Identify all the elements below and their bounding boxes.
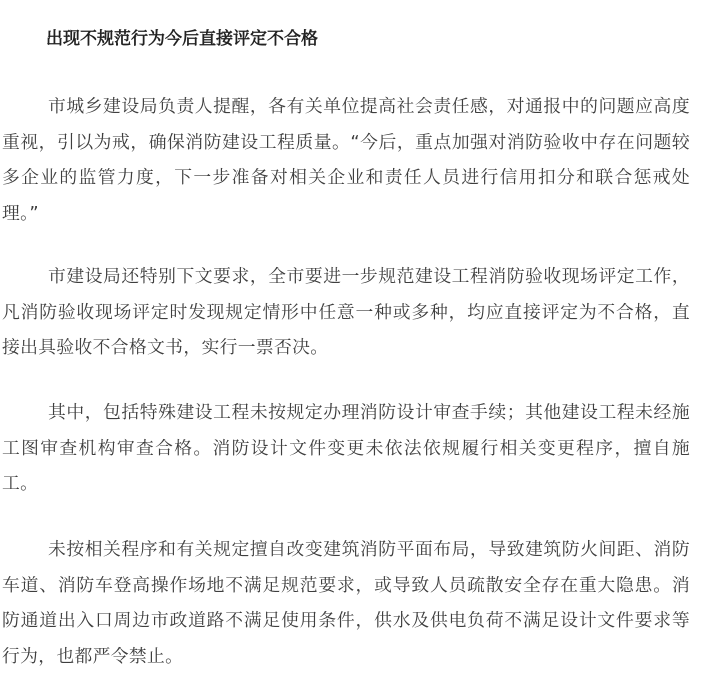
paragraph-prohibited-behaviors: 未按相关程序和有关规定擅自改变建筑消防平面布局，导致建筑防火间距、消防车道、消防车登高操作场地不满足规范要求，或导致人员疏散安全存在重大隐患。消防通道出入口周边市政道路不满足使用条件，供水及供电负荷不满足设计文件要求等行为，也都严令禁止。 <box>2 539 690 667</box>
paragraph-review-procedures: 其中，包括特殊建设工程未按规定办理消防设计审查手续；其他建设工程未经施工图审查机构审查合格。消防设计文件变更未依法依规履行相关变更程序，擅自施工。 <box>2 402 690 494</box>
paragraph-acceptance-requirements: 市建设局还特别下文要求，全市要进一步规范建设工程消防验收现场评定工作，凡消防验收现场评定时发现规定情形中任意一种或多种，均应直接评定为不合格，直接出具验收不合格文书，实行一票否决。 <box>2 266 690 358</box>
article-heading: 出现不规范行为今后直接评定不合格 <box>46 29 318 49</box>
paragraph-responsibility-reminder: 市城乡建设局负责人提醒，各有关单位提高社会责任感，对通报中的问题应高度重视，引以为戒，确保消防建设工程质量。“今后，重点加强对消防验收中存在问题较多企业的监管力度，下一步准备对相关企业和责任人员进行信用扣分和联合惩戒处理。” <box>2 96 690 224</box>
